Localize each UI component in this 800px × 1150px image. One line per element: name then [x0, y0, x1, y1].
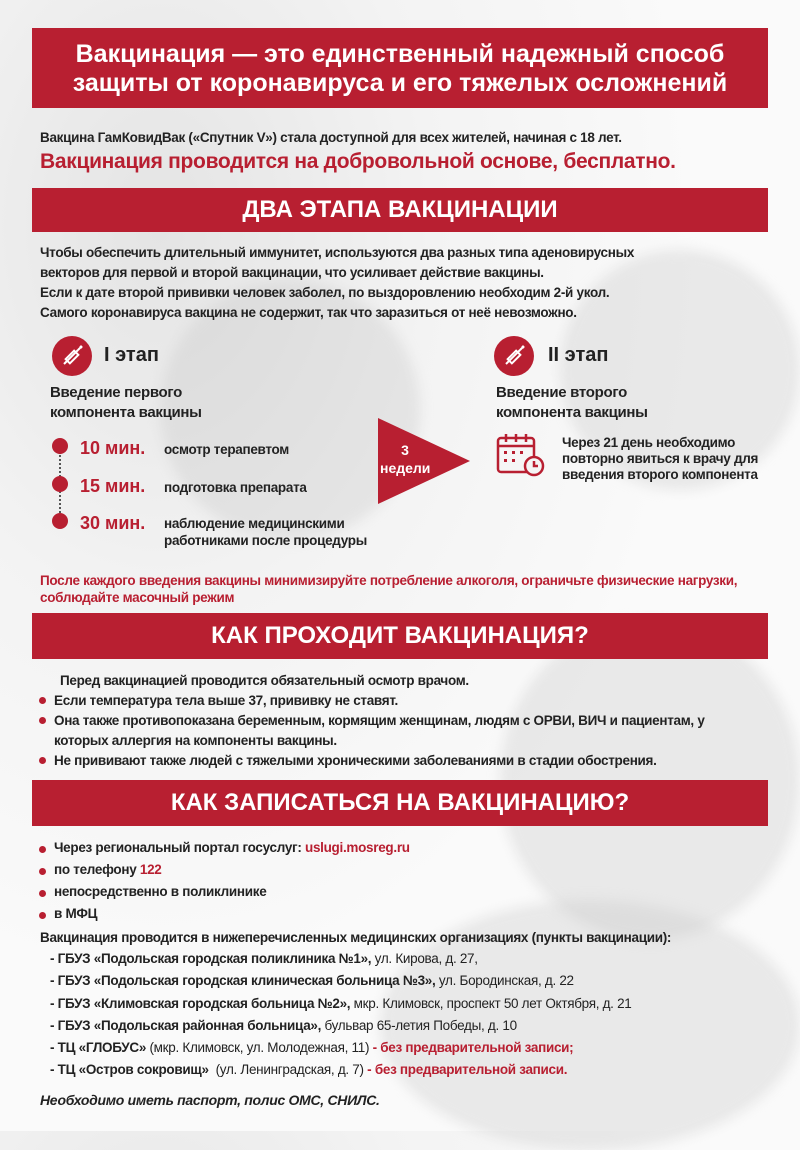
stage2-subtitle-line: Введение второго [496, 384, 627, 401]
org-address: мкр. Климовск, проспект 50 лет Октября, д. 21 [350, 996, 632, 1011]
interval-number: 3 [401, 442, 409, 458]
signup-way [42, 862, 162, 877]
calendar-icon [496, 432, 546, 483]
contraindication-item [42, 711, 742, 751]
org-address: бульвар 65-летия Победы, д. 10 [321, 1018, 517, 1033]
org-name: - ГБУЗ «Климовская городская больница №2», [50, 996, 351, 1011]
step-time: 15 мин. [80, 476, 146, 496]
org-name: - ТЦ «ГЛОБУС» [50, 1040, 147, 1055]
org-address: ул. Кирова, д. 27, [371, 951, 478, 966]
intro-text: Вакцина ГамКовидВак («Спутник V») стала доступной для всех жителей, начиная с 18 лет. [40, 130, 622, 145]
desc-line: Самого коронавируса вакцина не содержит, так что заразиться от неё невозможно. [40, 305, 577, 320]
org-item [50, 1018, 517, 1033]
section-heading-two-stages: ДВА ЭТАПА ВАКЦИНАЦИИ [32, 188, 768, 232]
section-heading-signup: КАК ЗАПИСАТЬСЯ НА ВАКЦИНАЦИЮ? [32, 780, 768, 826]
step-time: 10 мин. [80, 438, 146, 458]
org-address: (ул. Ленинградская, д. 7) [208, 1062, 368, 1077]
desc-line: Если к дате второй прививки человек заболел, по выздоровлению необходим 2-й укол. [40, 285, 610, 300]
way-text: непосредственно в поликлинике [54, 884, 267, 899]
org-name: - ТЦ «Остров сокровищ» [50, 1062, 209, 1077]
syringe-icon [52, 336, 92, 376]
item-text: Она также противопоказана беременным, кормящим женщинам, людям с ОРВИ, ВИЧ и пациентам, у которых аллергия на компоненты вакцины. [54, 713, 705, 748]
org-note: - без предварительной записи; [372, 1040, 574, 1055]
org-item [50, 973, 574, 988]
stage2-subtitle-line: компонента вакцины [496, 404, 648, 421]
warning-text: После каждого введения вакцины минимизируйте потребление алкоголя, ограничьте физические нагрузки, соблюдайте масочный режим [40, 573, 738, 605]
timeline-dot [52, 476, 68, 492]
step-time: 30 мин. [80, 513, 146, 533]
contraindication-item [42, 751, 762, 771]
step-text: наблюдение медицинскими работниками после процедуры [164, 516, 367, 548]
stage2-title: II этап [548, 344, 609, 366]
org-address: (мкр. Климовск, ул. Молодежная, 11) [146, 1040, 373, 1055]
stage1-subtitle-line: Введение первого [50, 384, 183, 401]
timeline-step [52, 513, 382, 548]
step-text: подготовка препарата [164, 480, 307, 495]
desc-line: Чтобы обеспечить длительный иммунитет, используются два разных типа аденовирусных [40, 245, 635, 260]
signup-way [42, 840, 410, 855]
org-item [50, 951, 478, 966]
section-heading-how: КАК ПРОХОДИТ ВАКЦИНАЦИЯ? [32, 613, 768, 659]
org-item [50, 996, 632, 1011]
item-text: Не прививают также людей с тяжелыми хроническими заболеваниями в стадии обострения. [54, 753, 657, 768]
timeline-step [52, 476, 382, 497]
intro-highlight: Вакцинация проводится на добровольной основе, бесплатно. [40, 150, 676, 173]
exam-intro: Перед вакцинацией проводится обязательный осмотр врачом. [60, 673, 469, 688]
signup-way [42, 906, 97, 921]
way-text: Через региональный портал госуслуг: [54, 840, 305, 855]
org-name: - ГБУЗ «Подольская районная больница», [50, 1018, 322, 1033]
signup-way [42, 884, 266, 899]
required-documents: Необходимо иметь паспорт, полис ОМС, СНИЛС. [40, 1092, 380, 1108]
timeline-step [52, 438, 382, 459]
step-text: осмотр терапевтом [164, 442, 289, 457]
org-item [50, 1062, 567, 1077]
title-line-1: Вакцинация — это единственный надежный способ [75, 40, 725, 68]
stage1-subtitle [50, 383, 202, 423]
org-name: - ГБУЗ «Подольская городская клиническая больница №3», [50, 973, 436, 988]
org-note: - без предварительной записи. [367, 1062, 568, 1077]
interval-label [380, 441, 430, 477]
phone-number[interactable]: 122 [139, 862, 162, 877]
item-text: Если температура тела выше 37, прививку не ставят. [54, 693, 398, 708]
interval-unit: недели [380, 460, 431, 476]
desc-line: векторов для первой и второй вакцинации, что усиливает действие вакцины. [40, 265, 544, 280]
stage2-text: Через 21 день необходимо повторно явиться к врачу для введения второго компонента [562, 435, 759, 482]
way-text: в МФЦ [54, 906, 98, 921]
stages-description [40, 243, 634, 323]
way-text: по телефону [54, 862, 140, 877]
stage2-subtitle [496, 383, 648, 423]
contraindication-item [42, 691, 762, 711]
portal-link[interactable]: uslugi.mosreg.ru [305, 840, 410, 855]
timeline-dot [52, 438, 68, 454]
org-name: - ГБУЗ «Подольская городская поликлиника №1», [50, 951, 372, 966]
stage1-subtitle-line: компонента вакцины [50, 404, 202, 421]
org-item [50, 1040, 573, 1055]
org-address: ул. Бородинская, д. 22 [435, 973, 574, 988]
syringe-icon [494, 336, 534, 376]
title-line-2: защиты от коронавируса и его тяжелых осложнений [72, 69, 728, 97]
stage1-title: I этап [104, 344, 159, 366]
orgs-intro: Вакцинация проводится в нижеперечисленных медицинских организациях (пункты вакцинации): [40, 930, 672, 945]
title-banner [32, 28, 768, 108]
timeline-dot [52, 513, 68, 529]
